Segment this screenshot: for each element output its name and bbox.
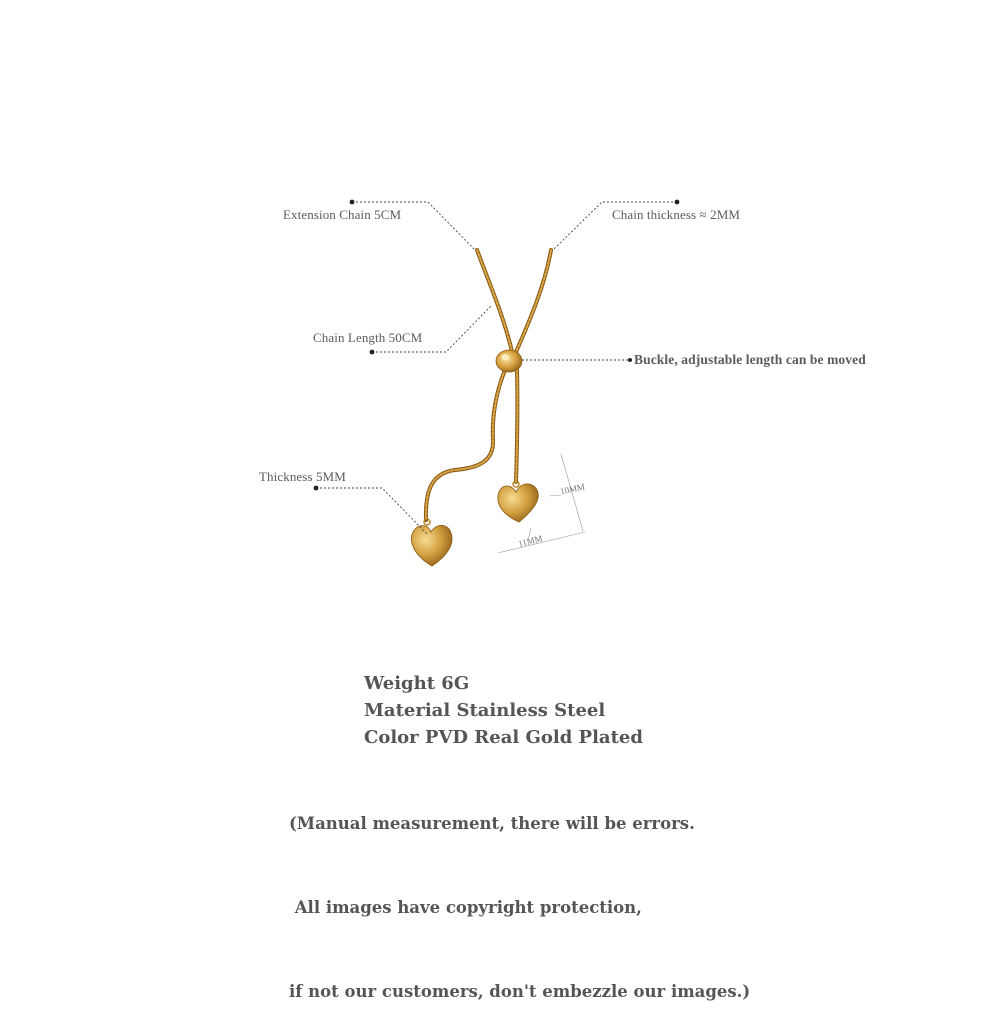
- label-thickness: Thickness 5MM: [259, 469, 346, 484]
- disclaimer-line-1: (Manual measurement, there will be errors.: [289, 814, 695, 833]
- spec-weight: Weight 6G: [364, 673, 470, 694]
- spec-color: Color PVD Real Gold Plated: [364, 727, 643, 748]
- disclaimer-line-3: if not our customers, don't embezzle our images.): [289, 982, 751, 1001]
- leader-thickness: [316, 488, 428, 535]
- dimension-width: 11MM: [517, 533, 544, 549]
- disclaimer-line-2: All images have copyright protection,: [289, 898, 642, 917]
- leader-lines: [316, 202, 677, 535]
- label-chain-thickness: Chain thickness ≈ 2MM: [612, 207, 741, 222]
- buckle-bead: [496, 350, 522, 372]
- chain: [426, 250, 551, 520]
- label-chain-length: Chain Length 50CM: [313, 330, 423, 345]
- dimension-height: 10MM: [559, 481, 586, 497]
- spec-material: Material Stainless Steel: [364, 700, 606, 721]
- product-specs: [364, 670, 643, 751]
- heart-pendant-left: [411, 519, 452, 566]
- disclaimer: [289, 754, 750, 1034]
- label-buckle: Buckle, adjustable length can be moved: [634, 352, 866, 367]
- label-extension-chain: Extension Chain 5CM: [283, 207, 402, 222]
- heart-pendant-right: [496, 481, 542, 525]
